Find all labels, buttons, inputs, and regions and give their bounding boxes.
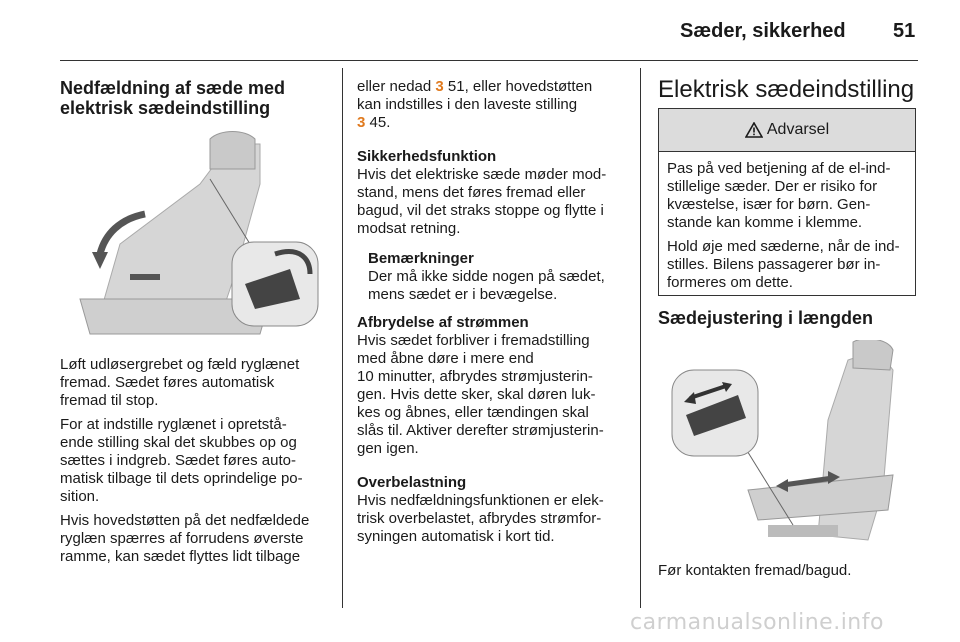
page-header-title: Sæder, sikkerhed xyxy=(680,20,846,42)
note-heading: Bemærkninger xyxy=(368,250,474,267)
column-1 xyxy=(60,78,335,118)
figure-caption: Før kontakten fremad/bagud. xyxy=(658,562,852,579)
column-2 xyxy=(357,78,635,546)
section-heading-fold: Nedfældning af sæde med elektrisk sædeindstilling xyxy=(60,78,286,118)
page-number: 51 xyxy=(893,20,916,42)
safety-heading: Sikkerhedsfunktion xyxy=(357,148,497,165)
paragraph-upright: For at indstille ryglænet i opretstå- ende stilling skal det skubbes op og sættes i indgreb. Sædet føres auto- matisk tilbage til dets oprindelige po- sition. xyxy=(60,416,303,505)
overload-section: Overbelastning Hvis nedfældningsfunktionen er elek- trisk overbelastet, afbrydes strømfor- syningen automatisk i kort tid. xyxy=(357,474,604,545)
page-reference-link[interactable]: 3 xyxy=(435,78,444,95)
seat-fold-illustration xyxy=(60,124,322,339)
section-heading-electric: Elektrisk sædeindstilling xyxy=(658,76,915,103)
warning-title: Advarsel xyxy=(766,121,830,138)
safety-section: Sikkerhedsfunktion Hvis det elektriske sæde møder mod- stand, mens det føres fremad eller bagud, vil det straks stoppe og flytte i modsat retning. xyxy=(357,148,607,237)
warning-triangle-icon xyxy=(745,122,763,138)
column-divider-2 xyxy=(640,68,641,608)
column-divider-1 xyxy=(342,68,343,608)
warning-box xyxy=(658,108,916,296)
page-reference-link[interactable]: 3 xyxy=(357,114,366,131)
power-heading: Afbrydelse af strømmen xyxy=(357,314,529,331)
watermark: carmanualsonline.info xyxy=(630,610,884,635)
header-rule xyxy=(60,60,918,61)
column-1-body xyxy=(60,356,338,566)
paragraph-continued: eller nedad 3 51, eller hovedstøtten kan indstilles i den laveste stilling 3 45. xyxy=(357,78,593,131)
seat-length-illustration xyxy=(658,340,920,546)
warning-header xyxy=(659,109,915,152)
overload-heading: Overbelastning xyxy=(357,474,467,491)
note-section: Bemærkninger Der må ikke sidde nogen på sædet, mens sædet er i bevægelse. xyxy=(368,250,605,303)
paragraph-headrest: Hvis hovedstøtten på det nedfældede ryglæn spærres af forrudens øverste ramme, kan sædet flyttes lidt tilbage xyxy=(60,512,310,565)
warning-body: Pas på ved betjening af de el-ind- stillelige sæder. Der er risiko for kvæstelse, især for børn. Gen- stande kan komme i klemme. Hold øje med sæderne, når de ind- stilles. Bilens passagerer bør in- formeres om dette. xyxy=(667,160,900,291)
subsection-heading-length: Sædejustering i længden xyxy=(658,308,874,328)
power-section: Afbrydelse af strømmen Hvis sædet forbliver i fremadstilling med åbne døre i mere end 10 minutter, afbrydes strømjusterin- gen. Hvis dette sker, skal døren luk- kes og åbnes, eller tændingen skal slås til. Aktiver derefter strømjusterin- gen igen. xyxy=(357,314,604,457)
paragraph-fold: Løft udløsergrebet og fæld ryglænet fremad. Sædet føres automatisk fremad til stop. xyxy=(60,356,300,409)
